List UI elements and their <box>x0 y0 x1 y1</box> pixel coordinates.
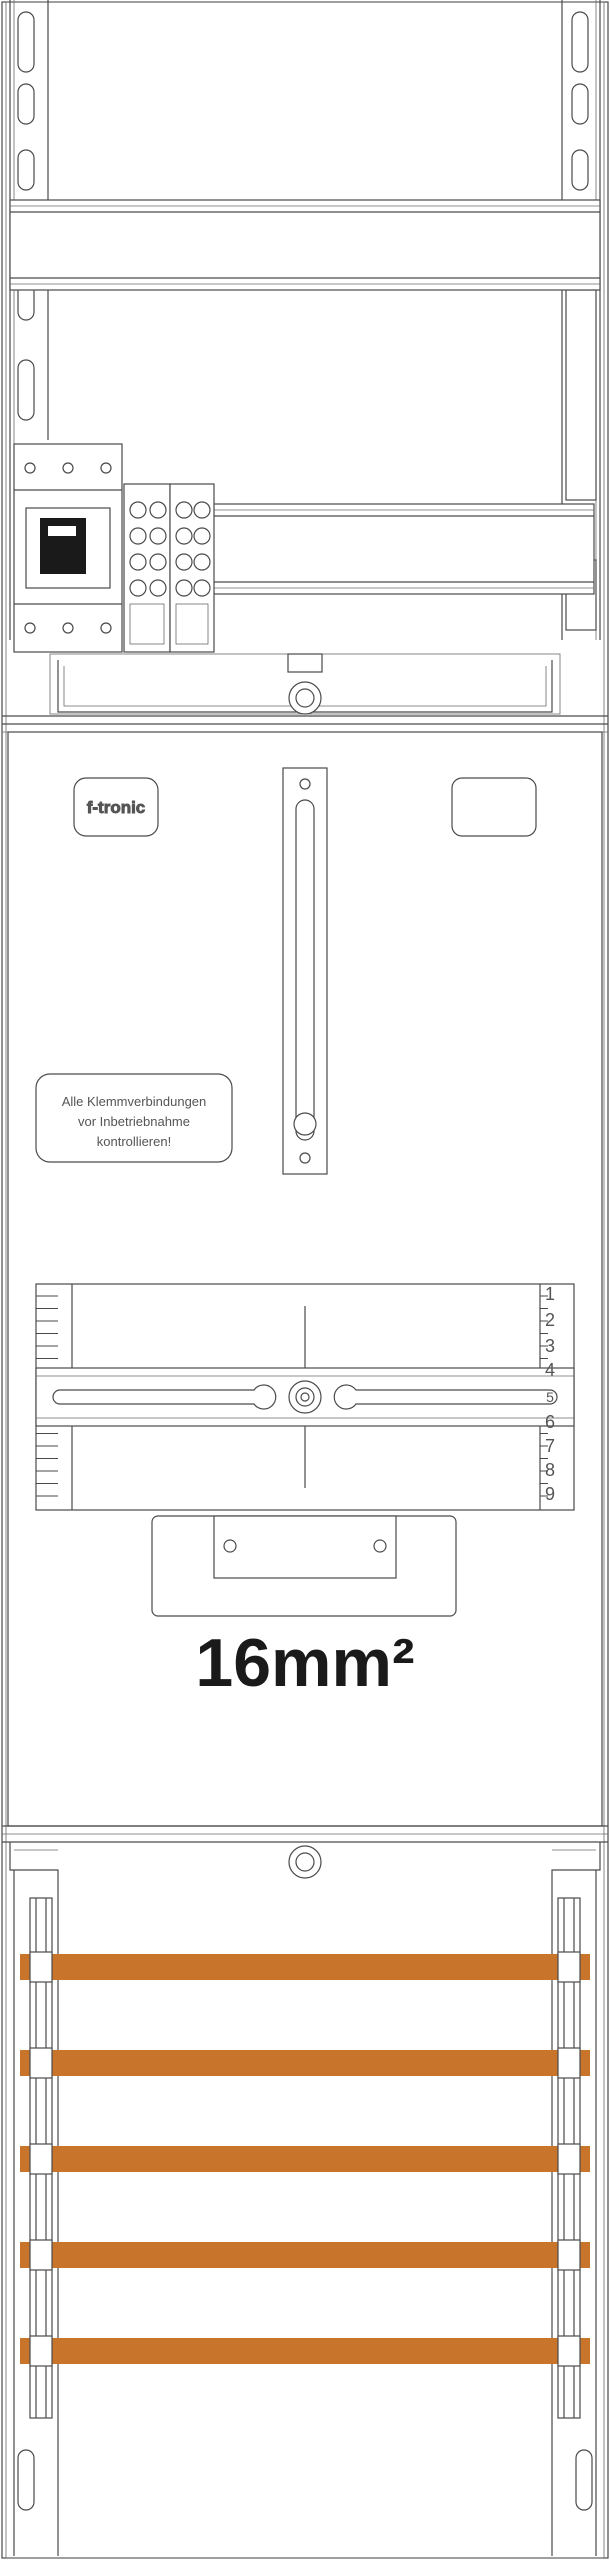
scale-number: 9 <box>544 1484 556 1504</box>
scale-number: 7 <box>544 1436 556 1456</box>
scale-number: 5 <box>546 1389 554 1405</box>
vertical-adjust-slot <box>283 768 327 1174</box>
cross-section-rating: 16mm² <box>195 1625 415 1701</box>
label-slot <box>452 778 536 836</box>
warning-line-2: vor Inbetriebnahme <box>77 1114 191 1129</box>
busbar-clip <box>558 2336 580 2366</box>
busbar <box>20 2338 590 2364</box>
upper-din-rail <box>10 200 600 290</box>
terminal-block-right <box>170 484 214 652</box>
main-switch <box>14 444 122 652</box>
busbar <box>20 2242 590 2268</box>
right-scale-numbers <box>545 1284 555 1504</box>
warning-label <box>36 1074 232 1162</box>
terminal-block-left <box>124 484 170 652</box>
busbar-clip <box>30 2048 52 2078</box>
scale-number: 8 <box>544 1460 556 1480</box>
scale-number: 4 <box>544 1360 556 1380</box>
scale-number: 6 <box>544 1412 556 1432</box>
warning-line-3: kontrollieren! <box>96 1134 172 1149</box>
brand-logo-text: f-tronic <box>86 798 146 817</box>
warning-line-1: Alle Klemmverbindungen <box>61 1094 207 1109</box>
scale-number: 3 <box>544 1336 556 1356</box>
lower-din-rail <box>200 504 594 594</box>
busbar-clip <box>30 1952 52 1982</box>
lower-cover-edge <box>2 1826 608 2556</box>
busbar-clip <box>558 2144 580 2174</box>
upper-cover-edge <box>2 654 608 732</box>
busbar-clip <box>558 2240 580 2270</box>
busbar-clip <box>30 2336 52 2366</box>
outer-frame <box>2 2 608 2558</box>
busbar-clip <box>30 2240 52 2270</box>
scale-number: 2 <box>544 1310 556 1330</box>
scale-number: 1 <box>544 1284 556 1304</box>
busbar <box>20 2050 590 2076</box>
lower-bracket-plate <box>152 1516 456 1616</box>
busbar <box>20 1954 590 1980</box>
busbar-clip <box>30 2144 52 2174</box>
busbar-clip <box>558 1952 580 1982</box>
busbar <box>20 2146 590 2172</box>
meter-mounting-bracket <box>36 1284 574 1510</box>
busbar-group <box>20 1952 590 2366</box>
brand-logo <box>74 778 158 836</box>
busbar-clip <box>558 2048 580 2078</box>
